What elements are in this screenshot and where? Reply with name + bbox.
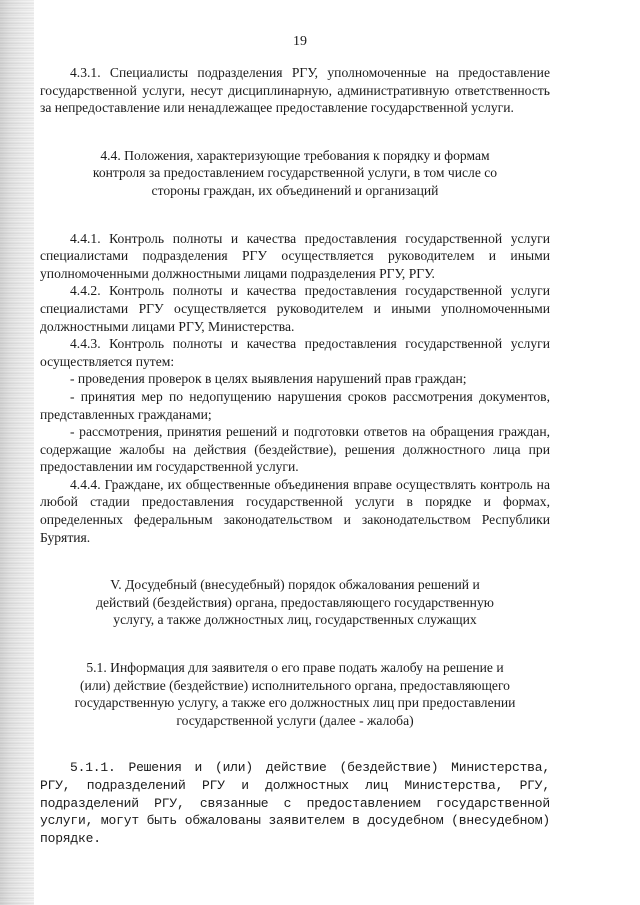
list-item: - рассмотрения, принятия решений и подготовки ответов на обращения граждан, содержащие жалобы на действия (бездействие), решения должностного лица при предоставлении им государственной услуги. xyxy=(40,424,550,475)
clause-4-4-4: 4.4.4. Граждане, их общественные объединения вправе осуществлять контроль на любой стадии предоставления государственной услуги в порядке и формах, определенных федеральным законодательством и законодательством Республики Бурятия. xyxy=(40,476,550,545)
heading-5-1: 5.1. Информация для заявителя о его праве подать жалобу на решение и (или) действие (бездействие) исполнительного органа, предоставляющего государственную услугу, а также его должностных лиц при предоставлении государственной услуги (далее - жалоба) xyxy=(74,660,516,728)
list-item: - принятия мер по недопущению нарушения сроков рассмотрения документов, представленных гражданами; xyxy=(40,388,550,422)
document-body xyxy=(40,64,550,847)
heading-section-v: V. Досудебный (внесудебный) порядок обжалования решений и действий (бездействия) органа, предоставляющего государственную услугу, а также должностных лиц, государственных служащих xyxy=(96,577,494,628)
clause-4-3-1: 4.3.1. Специалисты подразделения РГУ, уполномоченные на предоставление государственной услуги, несут дисциплинарную, административную ответственность за непредоставление или ненадлежащее предоставление государственной услуги. xyxy=(40,65,550,116)
clause-5-1-1: 5.1.1. Решения и (или) действие (бездействие) Министерства, РГУ, подразделений РГУ и должностных лиц Министерства, РГУ, подразделений РГУ, связанные с предоставлением государственной услуги, могут быть обжалованы заявителем в досудебном (внесудебном) порядке. xyxy=(40,760,550,846)
heading-4-4: 4.4. Положения, характеризующие требования к порядку и формам контроля за предоставлением государственной услуги, в том числе со стороны граждан, их объединений и организаций xyxy=(92,147,498,198)
list-item: - проведения проверок в целях выявления нарушений прав граждан; xyxy=(70,371,467,387)
page-number: 19 xyxy=(293,34,307,49)
clause-4-4-2: 4.4.2. Контроль полноты и качества предоставления государственной услуги специалистами РГУ осуществляется руководителем и иными уполномоченными должностными лицами РГУ, Министерства. xyxy=(40,283,550,334)
scan-edge-shadow xyxy=(0,0,34,905)
clause-4-4-1: 4.4.1. Контроль полноты и качества предоставления государственной услуги специалистами подразделения РГУ осуществляется руководителем и иными уполномоченными должностными лицами подразделения РГУ, РГУ. xyxy=(40,230,550,281)
clause-4-4-3: 4.4.3. Контроль полноты и качества предоставления государственной услуги осуществляется путем: xyxy=(40,336,550,369)
